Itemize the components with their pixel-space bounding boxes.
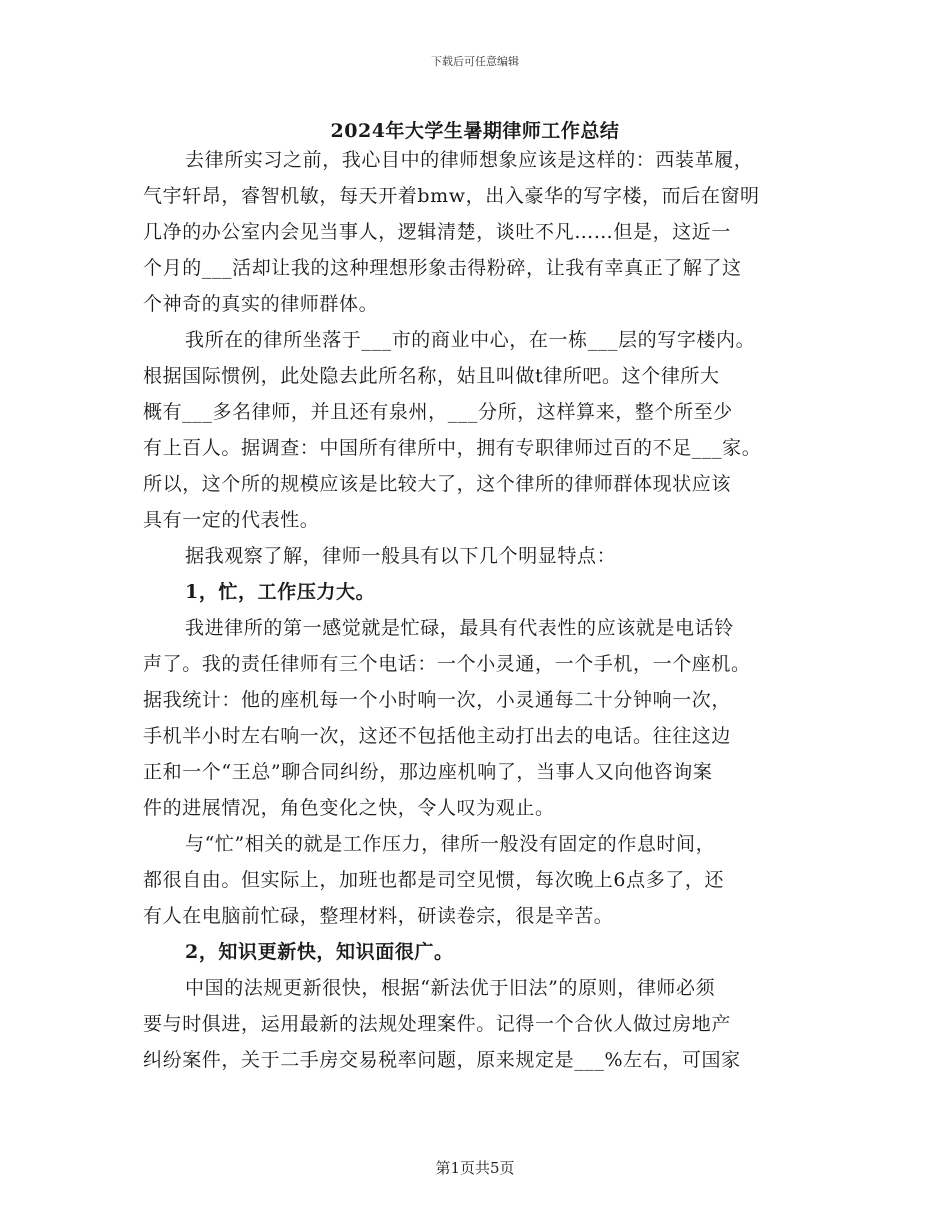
section-heading: 1，忙，工作压力大。 [185, 581, 376, 603]
paragraph-line: 我所在的律所坐落于___市的商业中心，在一栋___层的写字楼内。 [185, 329, 756, 351]
paragraph-line: 有人在电脑前忙碌，整理材料，研读卷宗，很是辛苦。 [143, 905, 614, 927]
paragraph-line: 纠纷案件，关于二手房交易税率问题，原来规定是___%左右，可国家 [143, 1049, 741, 1071]
paragraph-line: 都很自由。但实际上，加班也都是司空见惯，每次晚上6点多了，还 [143, 869, 725, 891]
paragraph-line: 去律所实习之前，我心目中的律师想象应该是这样的：西装革履， [185, 149, 754, 171]
paragraph-line: 根据国际惯例，此处隐去此所名称，姑且叫做t律所吧。这个律所大 [143, 365, 720, 387]
page-footer: 第1页共5页 [435, 1159, 515, 1177]
paragraph-line: 个神奇的真实的律师群体。 [143, 293, 379, 315]
paragraph-line: 据我观察了解，律师一般具有以下几个明显特点： [185, 545, 617, 567]
paragraph-line: 我进律所的第一感觉就是忙碌，最具有代表性的应该就是电话铃 [185, 617, 734, 639]
paragraph-line: 要与时俱进，运用最新的法规处理案件。记得一个合伙人做过房地产 [143, 1013, 732, 1035]
paragraph-line: 与“忙”相关的就是工作压力，律所一般没有固定的作息时间， [185, 833, 716, 855]
paragraph-line: 中国的法规更新很快，根据“新法优于旧法”的原则，律师必须 [185, 977, 716, 999]
paragraph-line: 声了。我的责任律师有三个电话：一个小灵通，一个手机，一个座机。 [143, 653, 751, 675]
page-header: 下载后可任意编辑 [431, 55, 519, 68]
paragraph-line: 所以，这个所的规模应该是比较大了，这个律所的律师群体现状应该 [143, 473, 732, 495]
section-heading: 2，知识更新快，知识面很广。 [185, 941, 454, 963]
paragraph-line: 个月的___活却让我的这种理想形象击得粉碎，让我有幸真正了解了这 [143, 257, 742, 279]
document-title: 2024年大学生暑期律师工作总结 [330, 120, 620, 142]
document-body [143, 142, 823, 1078]
paragraph-line: 概有___多名律师，并且还有泉州，___分所，这样算来，整个所至少 [143, 401, 733, 423]
paragraph-line: 有上百人。据调查：中国所有律所中，拥有专职律师过百的不足___家。 [143, 437, 762, 459]
paragraph-line: 正和一个“王总”聊合同纠纷，那边座机响了，当事人又向他咨询案 [143, 761, 713, 783]
paragraph-line: 具有一定的代表性。 [143, 509, 320, 531]
paragraph-line: 几净的办公室内会见当事人，逻辑清楚，谈吐不凡……但是，这近一 [143, 221, 732, 243]
paragraph-line: 气宇轩昂，睿智机敏，每天开着bmw，出入豪华的写字楼，而后在窗明 [143, 185, 760, 207]
paragraph-line: 件的进展情况，角色变化之快，令人叹为观止。 [143, 797, 555, 819]
paragraph-line: 据我统计：他的座机每一个小时响一次，小灵通每二十分钟响一次， [143, 689, 732, 711]
paragraph-line: 手机半小时左右响一次，这还不包括他主动打出去的电话。往往这边 [143, 725, 732, 747]
